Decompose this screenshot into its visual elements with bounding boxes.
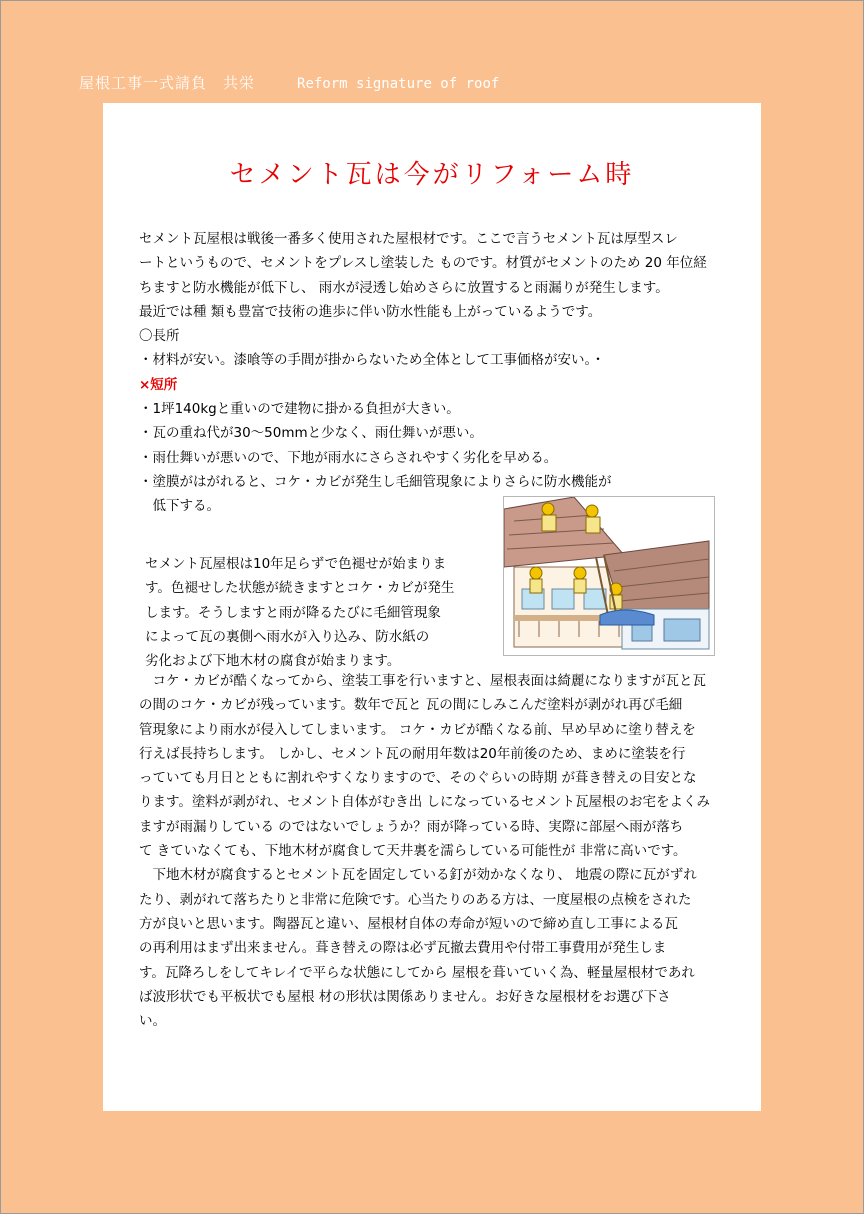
header-tagline: Reform signature of roof (297, 76, 500, 92)
page-title: セメント瓦は今がリフォーム時 (229, 160, 635, 190)
side-line: す。色褪せした状態が続きますとコケ・カビが発生 (145, 580, 455, 597)
body-line: の間のコケ・カビが残っています。数年で瓦と 瓦の間にしみこんだ塗料が剥がれ再び毛細 (139, 697, 683, 714)
demerit-item: ・雨仕舞いが悪いので、下地が雨水にさらされやすく劣化を早める。 (139, 449, 558, 466)
body-line: コケ・カビが酷くなってから、塗装工事を行いますと、屋根表面は綺麗になりますが瓦と瓦 (139, 673, 706, 689)
roofers-illustration (503, 496, 715, 656)
content-card (103, 103, 761, 1111)
merit-item: ・材料が安い。漆喰等の手間が掛からないため全体として工事価格が安い。・ (139, 352, 605, 369)
body-line: ますが雨漏りしている のではないでしょうか？雨が降っている時、実際に部屋へ雨が落ち (139, 818, 684, 835)
body-line: 管現象により雨水が侵入してしまいます。 コケ・カビが酷くなる前、早め早めに塗り替えを (139, 721, 696, 738)
demerit-item: ・1坪140kgと重いので建物に掛かる負担が大きい。 (139, 401, 460, 418)
body-line: の再利用はまず出来ません。葺き替えの際は必ず瓦撤去費用や付帯工事費用が発生しま (139, 940, 667, 957)
body-line: い。 (139, 1013, 166, 1030)
body-line: たり、剥がれて落ちたりと非常に危険です。心当たりのある方は、一度屋根の点検をされた (139, 891, 692, 908)
body-line: す。瓦降ろしをしてキレイで平らな状態にしてから 屋根を葺いていく為、軽量屋根材であれ (139, 964, 695, 981)
body-paragraph (139, 669, 710, 1033)
merits-heading: 〇長所 (139, 328, 180, 345)
body-line: 方が良いと思います。陶器瓦と違い、屋根材自体の寿命が短いので締め直し工事による瓦 (139, 915, 678, 932)
company-name: 屋根工事一式請負 共栄 (79, 74, 256, 92)
demerit-item: 低下する。 (139, 498, 220, 515)
body-line: 下地木材が腐食するとセメント瓦を固定している釘が効かなくなり、 地震の際に瓦がずれ (139, 867, 697, 884)
body-line: ば波形状でも平板状でも屋根 材の形状は関係ありません。お好きな屋根材をお選び下さ (139, 988, 671, 1005)
side-paragraph (145, 552, 454, 673)
demerit-item: ・塗膜がはがれると、コケ・カビが発生し毛細管現象によりさらに防水機能が (139, 473, 612, 490)
body-line: て きていなくても、下地木材が腐食して天井裏を濡らしている可能性が 非常に高いです。 (139, 843, 687, 860)
side-line: セメント瓦屋根は10年足らずで色褪せが始まりま (145, 556, 447, 572)
body-line: っていても月日とともに割れやすくなりますので、そのぐらいの時期 が葺き替えの目安とな (139, 770, 697, 787)
intro-line: ートというもので、セメントをプレスし塗装した ものです。材質がセメントのため 20 年位経 (139, 255, 707, 272)
demerits-heading: ×短所 (139, 376, 178, 393)
body-line: 行えば長持ちします。 しかし、セメント瓦の耐用年数は20年前後のため、まめに塗装を行 (139, 745, 686, 762)
roofers-illustration-drawing (504, 497, 714, 655)
body-line: ります。塗料が剥がれ、セメント自体がむき出 しになっているセメント瓦屋根のお宅をよくみ (139, 794, 711, 811)
side-line: します。そうしますと雨が降るたびに毛細管現象 (145, 604, 441, 621)
page-header (79, 72, 499, 93)
intro-paragraph (139, 227, 707, 519)
side-line: 劣化および下地木材の腐食が始まります。 (145, 653, 401, 670)
intro-line: ちますと防水機能が低下し、 雨水が浸透し始めさらに放置すると雨漏りが発生します。 (139, 279, 669, 296)
intro-line: 最近では種 類も豊富で技術の進歩に伴い防水性能も上がっているようです。 (139, 303, 602, 320)
demerit-item: ・瓦の重ね代が30～50mmと少なく、雨仕舞いが悪い。 (139, 425, 483, 442)
side-line: によって瓦の裏側へ雨水が入り込み、防水紙の (145, 628, 430, 645)
intro-line: セメント瓦屋根は戦後一番多く使用された屋根材です。ここで言うセメント瓦は厚型スレ (139, 231, 678, 247)
